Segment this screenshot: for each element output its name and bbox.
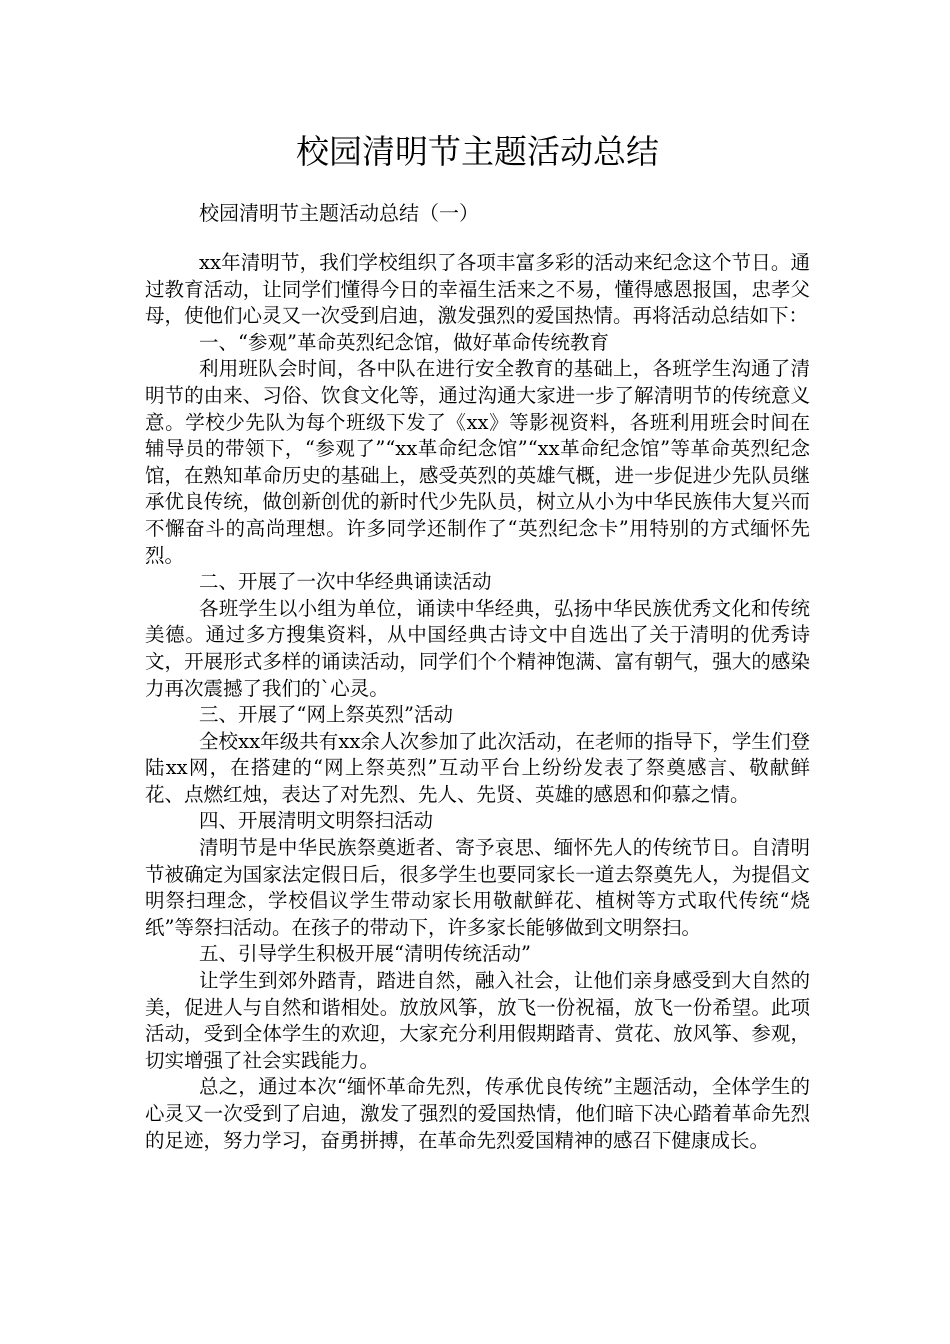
section-heading-1: 一、“参观”革命英烈纪念馆，做好革命传统教育 bbox=[199, 330, 609, 354]
paragraph-section-1: 利用班队会时间，各中队在进行安全教育的基础上，各班学生沟通了清明节的由来、习俗、饮食文化等，通过沟通大家进一步了解清明节的传统意义意。学校少先队为每个班级下发了《xx》等影视资料，各班利用班会时间在辅导员的带领下，“参观了”“xx革命纪念馆”“xx革命纪念馆”等革命英烈纪念馆，在熟知革命历史的基础上，感受英烈的英雄气概，进一步促进少先队员继承优良传统，做创新创优的新时代少先队员，树立从小为中华民族伟大复兴而不懈奋斗的高尚理想。许多同学还制作了“英烈纪念卡”用特别的方式缅怀先烈。 bbox=[145, 357, 810, 567]
section-heading-4: 四、开展清明文明祭扫活动 bbox=[199, 809, 434, 833]
section-heading-5: 五、引导学生积极开展“清明传统活动” bbox=[199, 942, 531, 966]
paragraph-section-4: 清明节是中华民族祭奠逝者、寄予哀思、缅怀先人的传统节日。自清明节被确定为国家法定假日后，很多学生也要同家长一道去祭奠先人，为提倡文明祭扫理念，学校倡议学生带动家长用敬献鲜花、植树等方式取代传统“烧纸”等祭扫活动。在孩子的带动下，许多家长能够做到文明祭扫。 bbox=[145, 836, 810, 939]
document-page bbox=[145, 0, 810, 1154]
section-heading-2: 二、开展了一次中华经典诵读活动 bbox=[199, 570, 492, 594]
document-body bbox=[145, 250, 810, 1154]
document-title: 校园清明节主题活动总结 bbox=[296, 132, 659, 171]
paragraph-intro: xx年清明节，我们学校组织了各项丰富多彩的活动来纪念这个节日。通过教育活动，让同学们懂得今日的幸福生活来之不易，懂得感恩报国，忠孝父母，使他们心灵又一次受到启迪，激发强烈的爱国热情。再将活动总结如下： bbox=[145, 251, 810, 328]
paragraph-conclusion: 总之，通过本次“缅怀革命先烈，传承优良传统”主题活动，全体学生的心灵又一次受到了启迪，激发了强烈的爱国热情，他们暗下决心踏着革命先烈的足迹，努力学习，奋勇拼搏，在革命先烈爱国精神的感召下健康成长。 bbox=[145, 1075, 810, 1152]
paragraph-section-5: 让学生到郊外踏青，踏进自然，融入社会，让他们亲身感受到大自然的美，促进人与自然和谐相处。放放风筝，放飞一份祝福，放飞一份希望。此项活动，受到全体学生的欢迎，大家充分利用假期踏青、赏花、放风筝、参观，切实增强了社会实践能力。 bbox=[145, 969, 810, 1072]
paragraph-section-3: 全校xx年级共有xx余人次参加了此次活动，在老师的指导下，学生们登陆xx网，在搭建的“网上祭英烈”互动平台上纷纷发表了祭奠感言、敬献鲜花、点燃红烛，表达了对先烈、先人、先贤、英雄的感恩和仰慕之情。 bbox=[145, 729, 810, 806]
document-subtitle: 校园清明节主题活动总结（一） bbox=[199, 201, 479, 225]
section-heading-3: 三、开展了“网上祭英烈”活动 bbox=[199, 703, 453, 727]
paragraph-section-2: 各班学生以小组为单位，诵读中华经典，弘扬中华民族优秀文化和传统美德。通过多方搜集资料，从中国经典古诗文中自选出了关于清明的优秀诗文，开展形式多样的诵读活动，同学们个个精神饱满、富有朝气，强大的感染力再次震撼了我们的`心灵。 bbox=[145, 596, 810, 700]
